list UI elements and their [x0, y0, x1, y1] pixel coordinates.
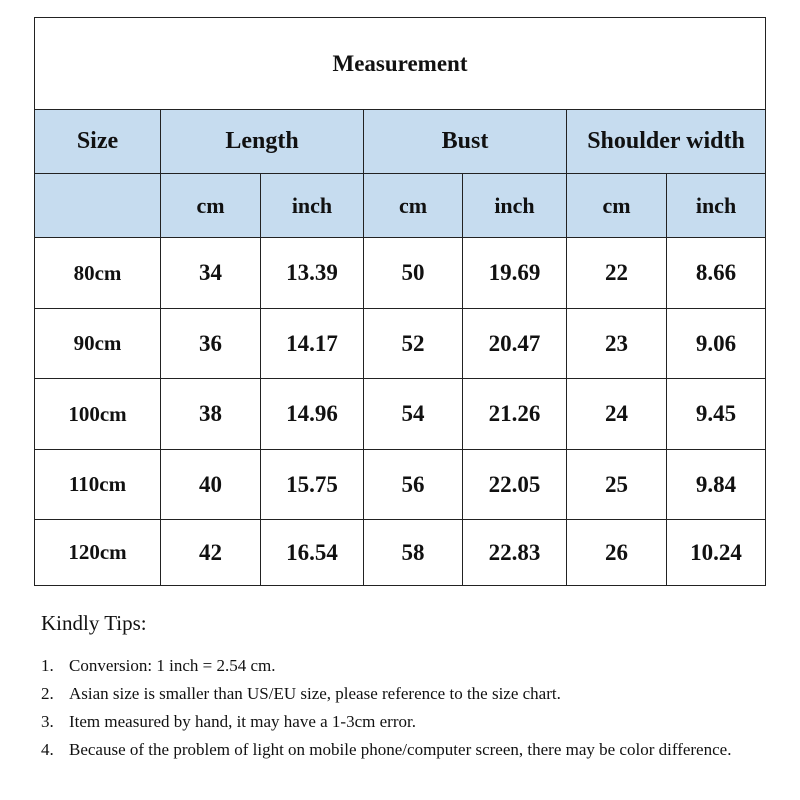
table-row [35, 238, 766, 309]
tip-text: Asian size is smaller than US/EU size, please reference to the size chart. [69, 684, 561, 703]
value-cell: 10.24 [667, 520, 766, 586]
value-cell: 56 [364, 450, 463, 520]
tip-item [41, 708, 781, 736]
value-cell: 22.83 [463, 520, 567, 586]
tip-number: 3. [41, 712, 54, 731]
value-cell: 34 [161, 238, 261, 309]
value-cell: 36 [161, 309, 261, 379]
unit-cell: cm [161, 174, 261, 238]
unit-row [35, 174, 766, 238]
bust-header: Bust [364, 110, 567, 174]
value-cell: 42 [161, 520, 261, 586]
tip-number: 1. [41, 656, 54, 675]
shoulder-width-header: Shoulder width [567, 110, 766, 174]
table-row [35, 520, 766, 586]
table-title: Measurement [35, 18, 766, 110]
table-row [35, 450, 766, 520]
tips-title: Kindly Tips: [41, 611, 147, 635]
size-header: Size [35, 110, 161, 174]
value-cell: 26 [567, 520, 667, 586]
value-cell: 58 [364, 520, 463, 586]
kindly-tips [41, 611, 781, 764]
value-cell: 22.05 [463, 450, 567, 520]
tip-number: 4. [41, 740, 54, 759]
size-chart-table [34, 17, 766, 586]
value-cell: 14.96 [261, 379, 364, 450]
table-row [35, 379, 766, 450]
value-cell: 9.45 [667, 379, 766, 450]
value-cell: 9.06 [667, 309, 766, 379]
unit-blank-cell [35, 174, 161, 238]
value-cell: 19.69 [463, 238, 567, 309]
value-cell: 14.17 [261, 309, 364, 379]
value-cell: 25 [567, 450, 667, 520]
value-cell: 9.84 [667, 450, 766, 520]
value-cell: 52 [364, 309, 463, 379]
value-cell: 21.26 [463, 379, 567, 450]
tip-text: Item measured by hand, it may have a 1-3cm error. [69, 712, 416, 731]
tip-text: Conversion: 1 inch = 2.54 cm. [69, 656, 276, 675]
size-cell: 100cm [35, 379, 161, 450]
value-cell: 54 [364, 379, 463, 450]
unit-cell: cm [364, 174, 463, 238]
title-row [35, 18, 766, 110]
value-cell: 22 [567, 238, 667, 309]
tip-number: 2. [41, 684, 54, 703]
tips-list [41, 652, 781, 764]
size-cell: 120cm [35, 520, 161, 586]
value-cell: 38 [161, 379, 261, 450]
size-cell: 90cm [35, 309, 161, 379]
unit-cell: inch [463, 174, 567, 238]
tip-item [41, 736, 781, 764]
table-row [35, 309, 766, 379]
tip-text: Because of the problem of light on mobile phone/computer screen, there may be color difference. [69, 740, 732, 759]
value-cell: 15.75 [261, 450, 364, 520]
value-cell: 40 [161, 450, 261, 520]
unit-cell: inch [667, 174, 766, 238]
value-cell: 23 [567, 309, 667, 379]
size-cell: 80cm [35, 238, 161, 309]
size-cell: 110cm [35, 450, 161, 520]
unit-cell: inch [261, 174, 364, 238]
header-row [35, 110, 766, 174]
value-cell: 8.66 [667, 238, 766, 309]
tip-item [41, 652, 781, 680]
unit-cell: cm [567, 174, 667, 238]
length-header: Length [161, 110, 364, 174]
tip-item [41, 680, 781, 708]
value-cell: 13.39 [261, 238, 364, 309]
value-cell: 20.47 [463, 309, 567, 379]
value-cell: 24 [567, 379, 667, 450]
value-cell: 50 [364, 238, 463, 309]
value-cell: 16.54 [261, 520, 364, 586]
